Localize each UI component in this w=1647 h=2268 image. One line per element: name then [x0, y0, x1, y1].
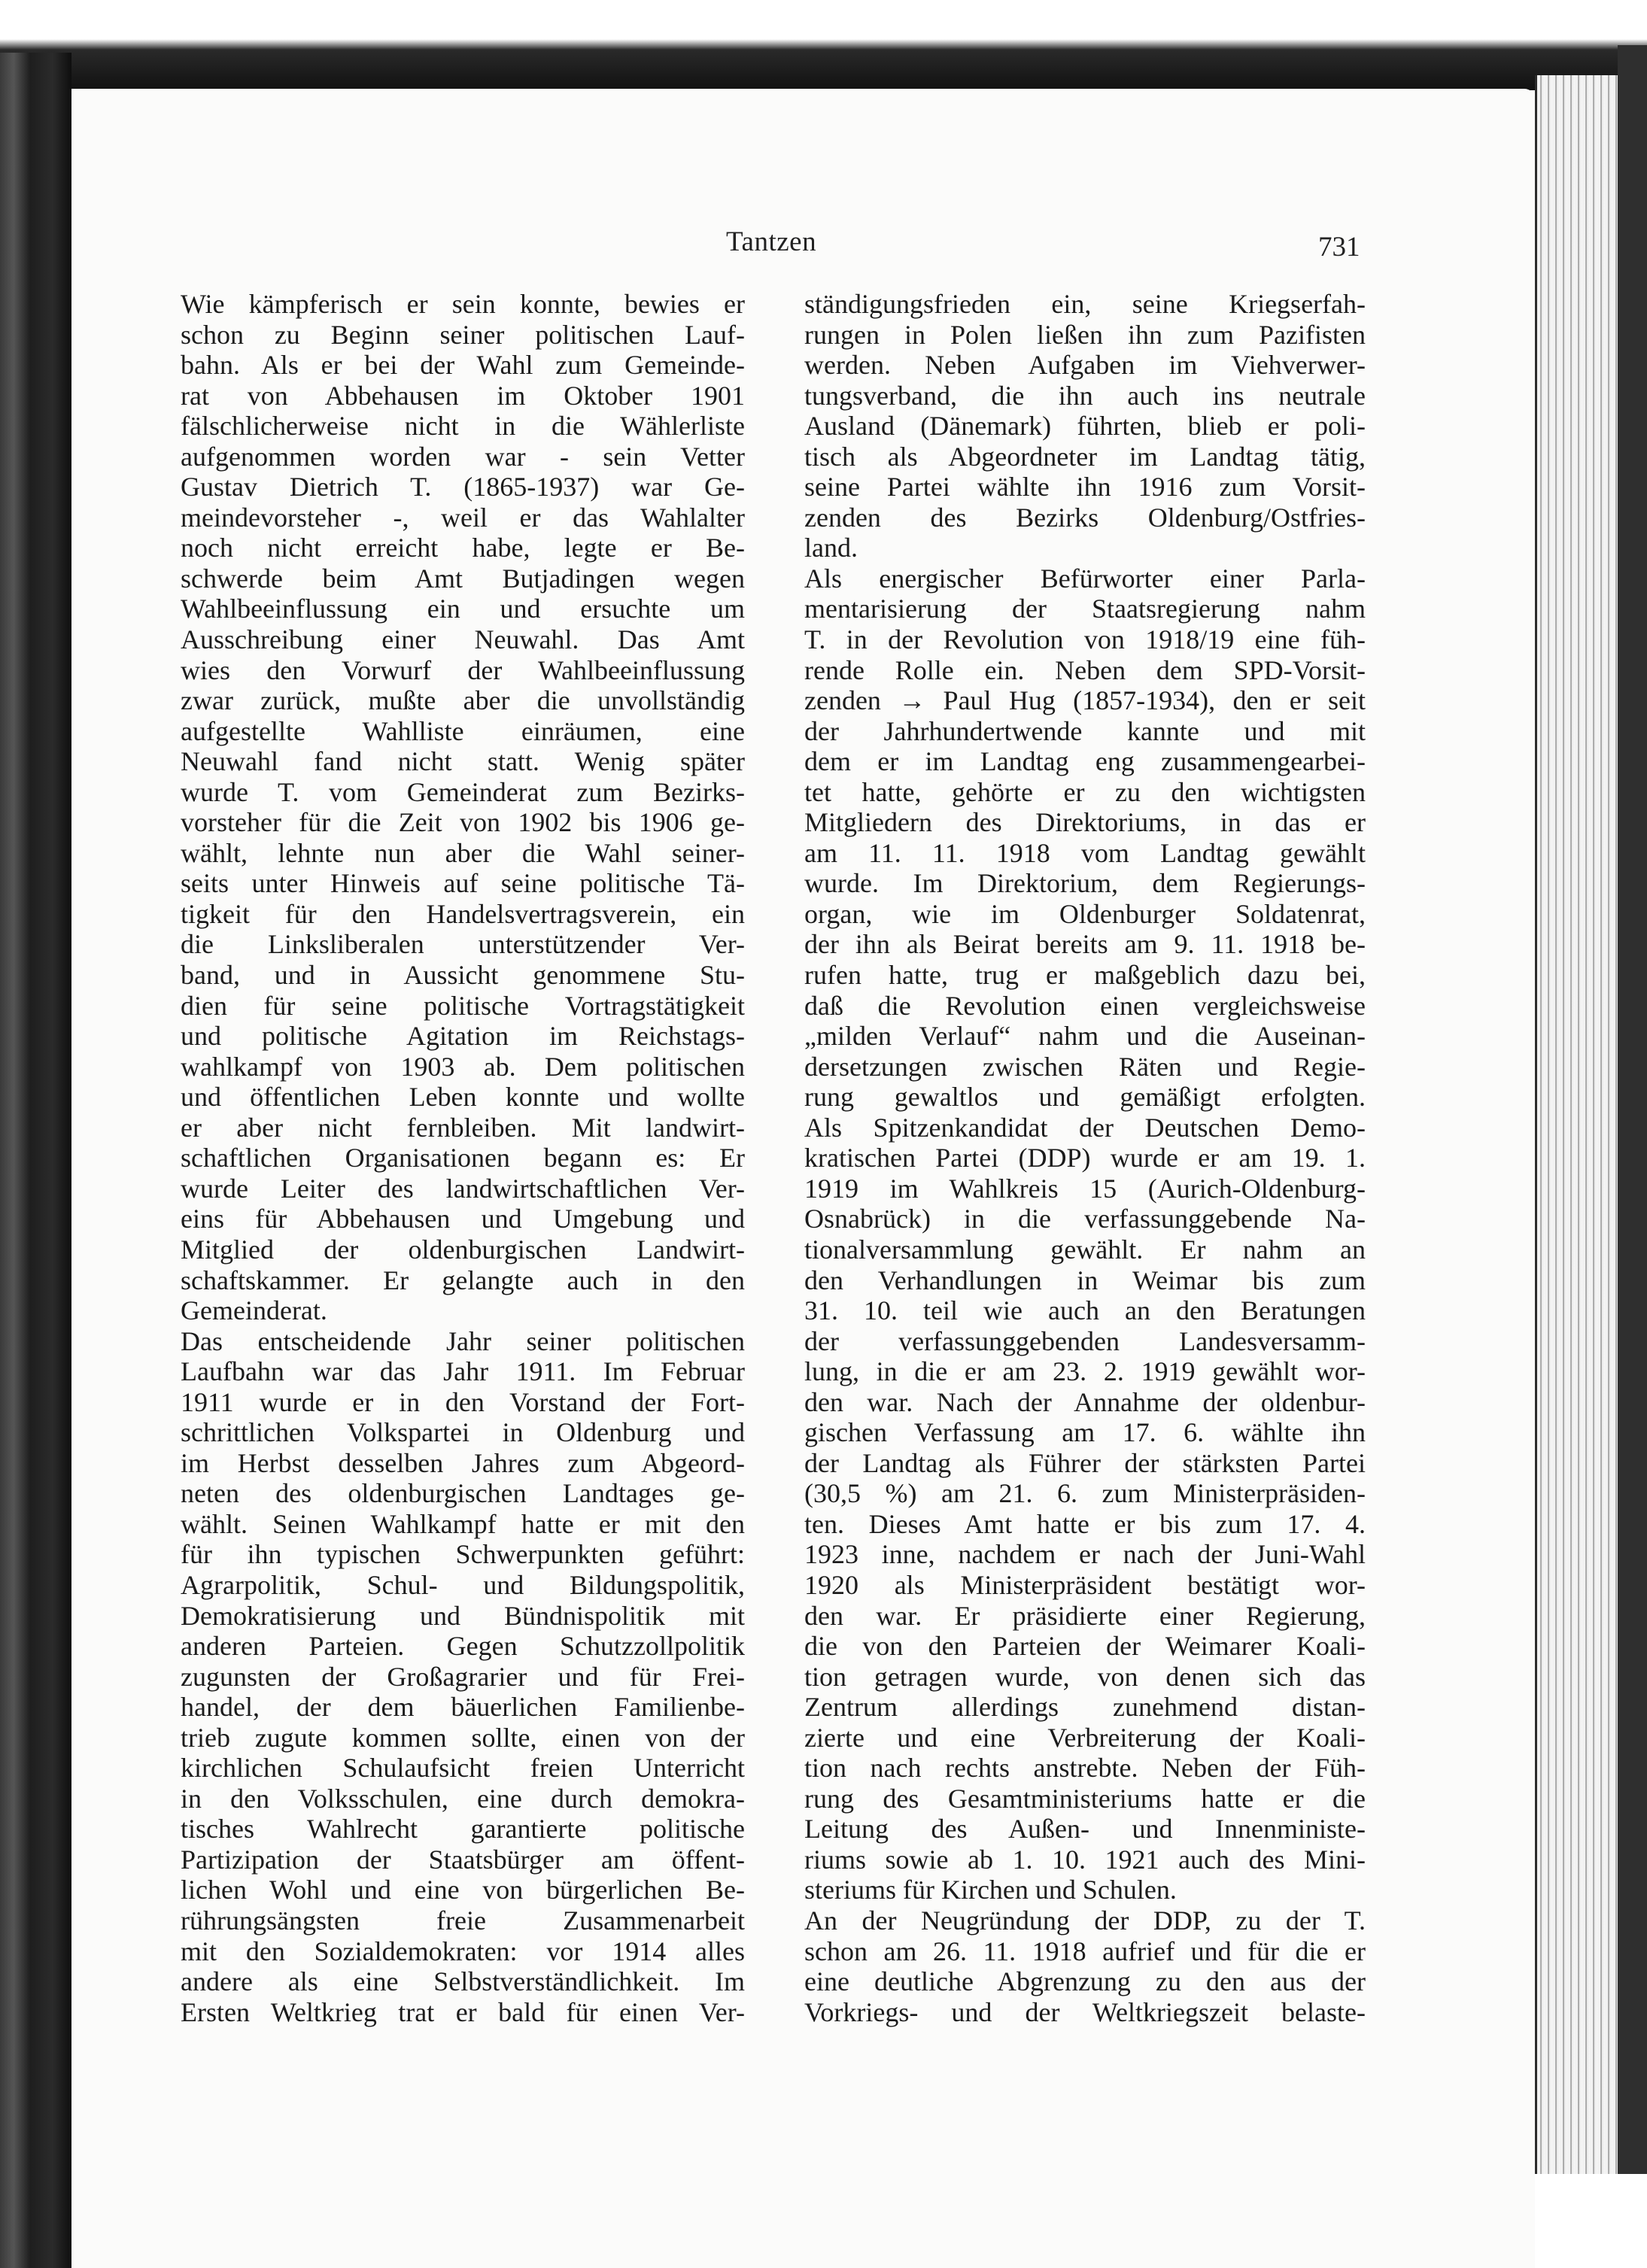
text-line: mentarisierung der Staatsregierung nahm — [804, 594, 1366, 624]
text-line: Als energischer Befürworter einer Parla- — [804, 563, 1366, 594]
text-line: neten des oldenburgischen Landtages ge- — [181, 1478, 745, 1509]
text-line: Mitgliedern des Direktoriums, in das er — [804, 807, 1366, 838]
text-line: wies den Vorwurf der Wahlbeeinflussung — [181, 654, 745, 685]
text-line: zwar zurück, mußte aber die unvollständig — [181, 685, 745, 716]
text-line: „milden Verlauf“ nahm und die Auseinan- — [804, 1021, 1366, 1052]
text-line: meindevorsteher -, weil er das Wahlalter — [181, 502, 745, 533]
text-line: tisch als Abgeordneter im Landtag tätig, — [804, 441, 1366, 472]
text-line: in den Volksschulen, eine durch demokra- — [181, 1783, 745, 1814]
text-line: Partizipation der Staatsbürger am öffent- — [181, 1844, 745, 1875]
text-line: wahlkampf von 1903 ab. Dem politischen — [181, 1051, 745, 1082]
text-line: Vorkriegs- und der Weltkriegszeit belaste- — [804, 1996, 1366, 2027]
text-line: tion getragen wurde, von denen sich das — [804, 1661, 1366, 1692]
text-line: eine deutliche Abgrenzung zu den aus der — [804, 1966, 1366, 1997]
text-line: gischen Verfassung am 17. 6. wählte ihn — [804, 1417, 1366, 1448]
text-line: tet hatte, gehörte er zu den wichtigsten — [804, 776, 1366, 807]
text-line: Ausschreibung einer Neuwahl. Das Amt — [181, 624, 745, 655]
book-cover-edge — [1618, 45, 1647, 2174]
text-line: der verfassunggebenden Landesversamm- — [804, 1325, 1366, 1356]
text-line: der Jahrhundertwende kannte und mit — [804, 715, 1366, 746]
text-line: rung des Gesamtministeriums hatte er die — [804, 1783, 1366, 1814]
text-line: wählt. Seinen Wahlkampf hatte er mit den — [181, 1508, 745, 1539]
text-line: 1911 wurde er in den Vorstand der Fort- — [181, 1386, 745, 1417]
text-line: tionalversammlung gewählt. Er nahm an — [804, 1234, 1366, 1265]
text-line: seine Partei wählte ihn 1916 zum Vorsit- — [804, 472, 1366, 502]
text-line: bahn. Als er bei der Wahl zum Gemeinde- — [181, 350, 745, 381]
text-line: zierte und eine Verbreiterung der Koali- — [804, 1722, 1366, 1753]
text-line: lichen Wohl und eine von bürgerlichen Be- — [181, 1875, 745, 1905]
text-line: Wie kämpferisch er sein konnte, bewies er — [181, 289, 745, 319]
text-line: kratischen Partei (DDP) wurde er am 19. 1. — [804, 1143, 1366, 1173]
text-line: anderen Parteien. Gegen Schutzzollpolitik — [181, 1631, 745, 1662]
text-line: Ausland (Dänemark) führten, blieb er poli- — [804, 411, 1366, 442]
text-line: vorsteher für die Zeit von 1902 bis 1906 ge- — [181, 807, 745, 838]
page-number: 731 — [1318, 232, 1360, 263]
text-line: mit den Sozialdemokraten: vor 1914 alles — [181, 1936, 745, 1966]
text-line: Osnabrück) in die verfassunggebende Na- — [804, 1204, 1366, 1234]
text-line: schon zu Beginn seiner politischen Lauf- — [181, 319, 745, 350]
text-line: Neuwahl fand nicht statt. Wenig später — [181, 746, 745, 777]
text-line: am 11. 11. 1918 vom Landtag gewählt — [804, 837, 1366, 868]
text-line: organ, wie im Oldenburger Soldatenrat, — [804, 898, 1366, 929]
text-line: 31. 10. teil wie auch an den Beratungen — [804, 1295, 1366, 1326]
text-line: kirchlichen Schulaufsicht freien Unterricht — [181, 1753, 745, 1784]
text-line: rende Rolle ein. Neben dem SPD-Vorsit- — [804, 654, 1366, 685]
text-line: rufen hatte, trug er maßgeblich dazu bei, — [804, 960, 1366, 991]
text-line: andere als eine Selbstverständlichkeit. Im — [181, 1966, 745, 1997]
text-line: rat von Abbehausen im Oktober 1901 — [181, 380, 745, 411]
text-line: rungen in Polen ließen ihn zum Pazifisten — [804, 319, 1366, 350]
text-line: und öffentlichen Leben konnte und wollte — [181, 1082, 745, 1113]
text-line: wurde T. vom Gemeinderat zum Bezirks- — [181, 776, 745, 807]
text-line: T. in der Revolution von 1918/19 eine füh- — [804, 624, 1366, 655]
text-line: den war. Nach der Annahme der oldenbur- — [804, 1386, 1366, 1417]
text-line: An der Neugründung der DDP, zu der T. — [804, 1905, 1366, 1936]
text-line: 1920 als Ministerpräsident bestätigt wor- — [804, 1569, 1366, 1600]
text-line: und politische Agitation im Reichstags- — [181, 1021, 745, 1052]
text-line: aufgestellte Wahlliste einräumen, eine — [181, 715, 745, 746]
text-line: daß die Revolution einen vergleichsweise — [804, 990, 1366, 1021]
text-line: schon am 26. 11. 1918 aufrief und für die er — [804, 1936, 1366, 1966]
text-line: aufgenommen worden war - sein Vetter — [181, 441, 745, 472]
text-line: tungsverband, die ihn auch ins neutrale — [804, 380, 1366, 411]
text-line: seits unter Hinweis auf seine politische Tä- — [181, 868, 745, 899]
text-line: im Herbst desselben Jahres zum Abgeord- — [181, 1447, 745, 1478]
text-line: zenden des Bezirks Oldenburg/Ostfries- — [804, 502, 1366, 533]
text-line: schaftlichen Organisationen begann es: Er — [181, 1143, 745, 1173]
text-line: Ersten Weltkrieg trat er bald für einen Ver- — [181, 1996, 745, 2027]
text-line: die Linksliberalen unterstützender Ver- — [181, 929, 745, 960]
text-line: handel, der dem bäuerlichen Familienbe- — [181, 1692, 745, 1723]
text-line: Mitglied der oldenburgischen Landwirt- — [181, 1234, 745, 1265]
text-line: wählt, lehnte nun aber die Wahl seiner- — [181, 837, 745, 868]
text-line: Zentrum allerdings zunehmend distan- — [804, 1692, 1366, 1723]
text-line: steriums für Kirchen und Schulen. — [804, 1875, 1177, 1905]
text-line: ten. Dieses Amt hatte er bis zum 17. 4. — [804, 1508, 1366, 1539]
text-line: ständigungsfrieden ein, seine Kriegserfah- — [804, 289, 1366, 319]
text-line: Agrarpolitik, Schul- und Bildungspolitik, — [181, 1569, 745, 1600]
text-line: zugunsten der Großagrarier und für Frei- — [181, 1661, 745, 1692]
text-line: rührungsängsten freie Zusammenarbeit — [181, 1905, 745, 1936]
text-line: dersetzungen zwischen Räten und Regie- — [804, 1051, 1366, 1082]
text-line: riums sowie ab 1. 10. 1921 auch des Mini- — [804, 1844, 1366, 1875]
text-line: zenden → Paul Hug (1857-1934), den er seit — [804, 685, 1366, 716]
text-line: Gemeinderat. — [181, 1295, 327, 1326]
text-line: wurde Leiter des landwirtschaftlichen Ver- — [181, 1173, 745, 1204]
text-line: dien für seine politische Vortragstätigkeit — [181, 990, 745, 1021]
text-line: den Verhandlungen in Weimar bis zum — [804, 1265, 1366, 1295]
text-line: wurde. Im Direktorium, dem Regierungs- — [804, 868, 1366, 899]
text-line: der Landtag als Führer der stärksten Partei — [804, 1447, 1366, 1478]
text-line: eins für Abbehausen und Umgebung und — [181, 1204, 745, 1234]
text-line: fälschlicherweise nicht in die Wählerliste — [181, 411, 745, 442]
text-line: dem er im Landtag eng zusammengearbei- — [804, 746, 1366, 777]
text-line: Als Spitzenkandidat der Deutschen Demo- — [804, 1112, 1366, 1143]
text-line: schaftskammer. Er gelangte auch in den — [181, 1265, 745, 1295]
right-text-column — [804, 289, 1366, 2027]
text-line: 1923 inne, nachdem er nach der Juni-Wahl — [804, 1539, 1366, 1570]
book-gutter — [0, 53, 71, 2268]
text-line: band, und in Aussicht genommene Stu- — [181, 960, 745, 991]
text-line: schwerde beim Amt Butjadingen wegen — [181, 563, 745, 594]
text-line: (30,5 %) am 21. 6. zum Ministerpräsiden- — [804, 1478, 1366, 1509]
text-line: rung gewaltlos und gemäßigt erfolgten. — [804, 1082, 1366, 1113]
text-line: er aber nicht fernbleiben. Mit landwirt- — [181, 1112, 745, 1143]
text-line: tion nach rechts anstrebte. Neben der Füh- — [804, 1753, 1366, 1784]
text-line: Wahlbeeinflussung ein und ersuchte um — [181, 594, 745, 624]
text-line: werden. Neben Aufgaben im Viehverwer- — [804, 350, 1366, 381]
text-line: land. — [804, 533, 858, 563]
text-line: der ihn als Beirat bereits am 9. 11. 1918 be- — [804, 929, 1366, 960]
text-line: Leitung des Außen- und Innenministe- — [804, 1814, 1366, 1844]
text-line: Laufbahn war das Jahr 1911. Im Februar — [181, 1356, 745, 1387]
text-line: den war. Er präsidierte einer Regierung, — [804, 1600, 1366, 1631]
text-line: 1919 im Wahlkreis 15 (Aurich-Oldenburg- — [804, 1173, 1366, 1204]
book-top-shadow — [0, 0, 1647, 90]
text-line: trieb zugute kommen sollte, einen von der — [181, 1722, 745, 1753]
text-line: tigkeit für den Handelsvertragsverein, ein — [181, 898, 745, 929]
text-line: Gustav Dietrich T. (1865-1937) war Ge- — [181, 472, 745, 502]
text-line: die von den Parteien der Weimarer Koali- — [804, 1631, 1366, 1662]
text-line: für ihn typischen Schwerpunkten geführt: — [181, 1539, 745, 1570]
text-line: Das entscheidende Jahr seiner politischen — [181, 1325, 745, 1356]
left-text-column — [181, 289, 745, 2027]
text-line: schrittlichen Volkspartei in Oldenburg und — [181, 1417, 745, 1448]
text-line: noch nicht erreicht habe, legte er Be- — [181, 533, 745, 563]
text-line: Demokratisierung und Bündnispolitik mit — [181, 1600, 745, 1631]
text-line: lung, in die er am 23. 2. 1919 gewählt wor- — [804, 1356, 1366, 1387]
text-line: tisches Wahlrecht garantierte politische — [181, 1814, 745, 1844]
running-head-title: Tantzen — [726, 226, 817, 257]
